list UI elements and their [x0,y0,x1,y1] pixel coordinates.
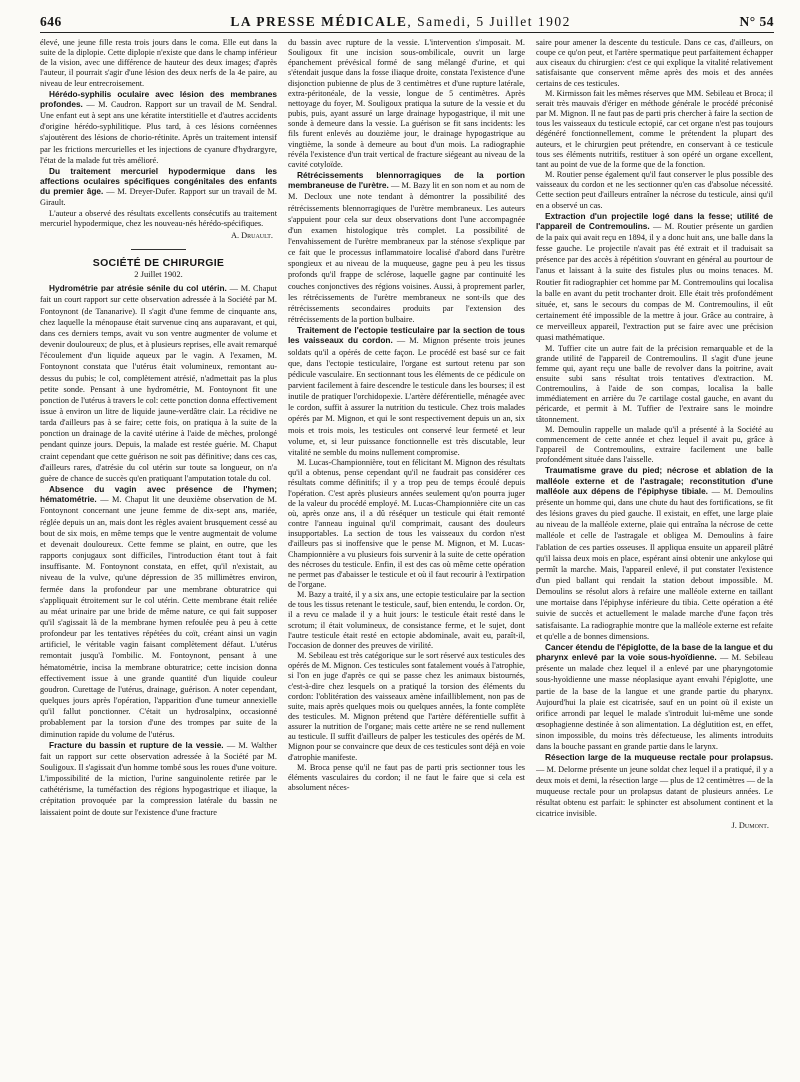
paragraph: — M. Mignon présente trois jeunes soldats qu'il a opérés de cette façon. Le procédé est basé sur ce fait que, dans l'ectopie testiculaire, l'organe est surtout retenu par son pédicule vasculaire. En sectionnant tous les éléments de ce pédicule on parvient facilement à faire descendre le testicule dans les bourses; il est inutile de pratiquer l'orchidopexie. L'artère déférentielle, ménagée avec le cordon, suffit à assurer la nutrition du testicule. Chez trois malades opérés par M. Mignon, et qui le sont respectivement depuis un an, six mois et trois mois, les testicules ont conservé leur fermeté et leur volume, et, si leur puissance fonctionnelle est très discutable, leur vitalité ne semble du moins nullement compromise. [288,336,525,457]
heading-text: Rétrécissements blennorragiques de la portion membraneuse de l'urètre. [288,170,525,191]
paragraph: L'auteur a observé des résultats excellents consécutifs au traitement mercuriel hypodermique, chez les nouveau-nés hérédo-spécifiques. [40,208,277,228]
article-heading [40,484,277,740]
issue-date: , Samedi, 5 Juillet 1902 [407,14,571,29]
paragraph: — M. Caudron. Rapport sur un travail de M. Sendral. Une enfant eut à sept ans une kératite interstitielle et d'autres accidents d'origine hérédo-syphilitique. Plus tard, à ces lésions cornéennes s'ajoutèrent des lésions de chorio-rétinite. Après un traitement intensif par les frictions mercurielles et les injections de cyanure d'hydrargyre, l'état de la malade fut très amélioré. [40,99,277,165]
issue-number: N° 54 [739,14,774,29]
paragraph: M. Demoulin rappelle un malade qu'il a présenté à la Société au commencement de cette année et chez lequel il avait pu, grâce à l'appareil de Contremoulins, extraire facilement une balle profondément située dans l'aisselle. [536,424,773,465]
signature: J. Dumont. [731,821,769,831]
header-rule [40,32,774,33]
paragraph: M. Lucas-Championnière, tout en félicitant M. Mignon des résultats qu'il a obtenus, pense cependant qu'il ne faudrait pas considérer ces résultats comme définitifs; il y a trop peu de temps écoulé depuis l'opération. C'est après plusieurs années seulement qu'on pourra juger de la valeur du procédé employé. M. Lucas-Championnière cite un cas où, après onze ans, il a dû réséquer un testicule qui était remonté contre l'anneau inguinal qu'il comprimait, causant des douleurs insupportables. La section de tous les vaisseaux du cordon n'est d'ailleurs pas si inoffensive que le pense M. Mignon, et M. Lucas-Championnière a vu plusieurs fois survenir à la suite de cette opération des nécroses du testicule. Enfin, il est des cas où même cette opération ne permet pas d'abaisser le testicule et où il faut recourir à l'extirpation de l'organe. [288,458,525,589]
paragraph: — M. Chaput lit une deuxième observation de M. Fontoynont concernant une jeune femme de dix-sept ans, mariée, réglée depuis un an, mais dont les règles avaient brusquement cessé au bout de six mois, en même temps que le ventre augmentait de volume et devenait douloureux. Cette femme se plaint, en outre, que les rapports conjugaux sont difficiles, l'introduction étant tout à fait insuffisante. M. Fontoynont constata, en effet, qu'il n'existait, au niveau de la vulve, qu'une dépression de 35 millimètres environ, fermée dans la profondeur par une membrane obturatrice qui s'appliquait étroitement sur le col utérin. Cette membrane était reliée au méat urinaire par une bride de même nature, ce qui fait supposer qu'il s'agissait là de la membrane hymen refoulée peu à peu à cette profondeur par les tentatives répétées du coït, créant ainsi un vagin artificiel, le véritable vagin faisant complètement défaut. L'utérus remontait jusqu'à l'ombilic. M. Fontoynont, pensant à une hématométrie, incisa la membrane obturatrice; cette incision donna effectivement issue à une grande quantité d'un liquide couleur goudron. Curettage de l'utérus, drainage, guérison. A noter cependant, quelques jours après l'opération, l'apparition d'une tumeur annexielle qu'il fallut ponctionner. C'était un hydrosalpinx, occasionné probablement par la torsion d'une des trompes par suite de la diminution rapide du volume de l'utérus. [40,495,277,739]
page-header [40,14,774,30]
section-date: 2 Juillet 1902. [134,269,183,280]
journal-title [230,14,571,30]
paragraph: élevé, une jeune fille resta trois jours dans le coma. Elle eut dans la suite de la diplopie. Cette diplopie n'existe que dans le champ inférieur de la vision, avec une différence de hauteur des deux images; d'après l'auteur, il pourrait s'agir d'une lésion des deux nerfs de la 4e paire, au niveau de leur entrecroisement. [40,38,277,88]
page-number: 646 [40,14,62,29]
column-2 [288,38,525,1068]
paragraph: du bassin avec rupture de la vessie. L'intervention s'imposait. M. Souligoux fit une incision sous-ombilicale, ouvrit un large épanchement prévésical formé de sang mélangé d'urine, et qui s'étendait jusque dans la fosse iliaque droite, constata l'existence d'une disjonction pubienne de plus de 3 centimètres et d'une rupture latérale, extra-péritonéale, de la vessie, longue de 5 centimètres. Après nettoyage du foyer, M. Souligoux pratiqua la suture de la vessie et du pubis, puis, ayant assuré un large drainage hypogastrique, il mit une sonde à demeure dans la vessie. La guérison se fit sans incidents: les fils furent enlevés au douzième jour, le drainage hypogastrique au vingtième, la sonde à demeure au bout d'un mois. La radiographie révéla l'existence d'un trait vertical de fracture siégeant au niveau de la cavité cotyloïde. [288,38,525,169]
paragraph: M. Kirmisson fait les mêmes réserves que MM. Sebileau et Broca; il serait très mauvais d'ériger en méthode générale le procédé préconisé par M. Mignon. Il ne faut pas de parti pris chercher à faire la section de tous les vaisseaux du testicule ectopié, car cet organe n'est pas toujours dégénéré fonctionnellement, comme le prétendent la plupart des auteurs, et le chirurgien peut prétendre, en conservant à ce testicule tous ses éléments nutritifs, restituer à son opéré un organe excellent, tant au point de vue de la forme que de la fonction. [536,88,773,169]
column-1 [40,38,277,1068]
article-heading [40,166,277,209]
paragraph: M. Bazy a traité, il y a six ans, une ectopie testiculaire par la section de tous les tissus retenant le testicule, sauf, bien entendu, le cordon. Or, il a revu ce malade il y a huit jours: le testicule était resté dans le scrotum; il était volumineux, de consistance ferme, et le sujet, dont l'autre testicule était resté en ectopie abdominale, avait eu, paraît-il, l'occasion de donner des preuves de virilité. [288,590,525,650]
heading-text: Traitement de l'ectopie testiculaire par la section de tous les vaisseaux du cordon. [288,325,525,346]
signature: A. Druault. [231,230,273,240]
paragraph: M. Broca pense qu'il ne faut pas de parti pris sectionner tous les éléments vasculaires du cordon; il ne faut le faire que si cela est absolument néces- [288,762,525,793]
paragraph: — M. Dreyer-Dufer. Rapport sur un travail de M. Girault. [40,187,277,208]
heading-text: Fracture du bassin et rupture de la vessie. [49,739,224,750]
paragraph: M. Sebileau est très catégorique sur le sort réservé aux testicules des opérés de M. Mignon. Ces testicules sont fatalement voués à l'atrophie, si l'on en juge d'après ce qui se passe chez les animaux bistournés, c'est-à-dire chez lesquels on a pratiqué la torsion des éléments du cordon: l'oblitération des vaisseaux amène infailliblement, non pas de suite, mais après quelques mois ou quelques années, la fonte complète des testicules. M. Mignon prétend que l'artère déférentielle suffit à assurer la nutrition de l'organe; mais cette artère ne se rend nullement au testicule. Il suffit d'ailleurs de palper les testicules des opérés de M. Mignon pour se convaincre que deux de ces testicules sont déjà en voie d'atrophie manifeste. [288,651,525,762]
section-title: SOCIÉTÉ DE CHIRURGIE [92,256,225,269]
article-heading [288,325,525,458]
heading-text: Extraction d'un projectile logé dans la fesse; utilité de l'appareil de Contremoulins. [536,210,773,231]
heading-text: Hérédo-syphilis oculaire avec lésion des membranes profondes. [40,88,277,109]
heading-text: Traumatisme grave du pied; nécrose et ablation de la malléole externe et de l'astragale; reconstitution d'une malléole aux dépens de l'épiphyse tibiale. [536,465,773,496]
paragraph: — M. Bazy lit en son nom et au nom de M. Decloux une note tendant à démontrer la possibilité des rétrécissements blennorragiques de l'urètre membraneux. Les auteurs s'appuient pour cela sur deux observations dont l'une accompagnée d'un examen histologique très complet. La possibilité de l'envahissement de l'urètre membraneux par la sténose s'explique par ce fait que le processus inflammatoire localisé d'abord dans l'urètre spongieux et au niveau de la muqueuse, gagne peu à peu les tissus profonds qu'il frappe de sclérose, laquelle gagne par continuité les couches conjonctives des régions voisines. Aussi, à proprement parler, les rétrécissements de l'urètre membraneux ne sont-ils que des rétrécissements secondaires produits par l'extension des rétrécissements de la portion bulbaire. [288,181,525,325]
paragraph: — M. Delorme présente un jeune soldat chez lequel il a pratiqué, il y a deux mois et demi, la résection large — plus de 12 centimètres — de la muqueuse rectale pour un prolapsus datant de plusieurs années. Le résultat obtenu est parfait: le sphincter est absolument continent et la cicatrice invisible. [536,764,773,819]
article-heading [40,283,277,484]
heading-text: Résection large de la muqueuse rectale pour prolapsus. [545,752,773,763]
text-columns [40,38,774,1068]
section-divider [131,249,186,250]
paragraph: — M. Walther fait un rapport sur cette observation adressée à la Société par M. Souligoux. Il s'agissait d'un homme tombé sous les roues d'une voiture. L'impossibilité de la miction, l'urine sanguinolente retirée par le cathétérisme, la tuméfaction des régions hypogastrique et iliaque, la crépitation provoquée par la compression latérale du bassin ne laissaient point de doute sur l'existence d'une fracture [40,740,277,817]
article-heading [536,211,773,344]
article-heading [288,170,525,325]
journal-name: LA PRESSE MÉDICALE [230,14,408,29]
article-heading [40,89,277,166]
column-3 [536,38,773,1068]
paragraph: M. Routier pense également qu'il faut conserver le plus possible des vaisseaux du cordon et ne les sectionner qu'en cas d'absolue nécessité. Cette section peut d'ailleurs entraîner la nécrose du testicule, ainsi qu'il en a observé un cas. [536,170,773,210]
heading-text: Hydrométrie par atrésie sénile du col utérin. [49,283,227,294]
heading-text: Du traitement mercuriel hypodermique dans les affections oculaires spécifiques congénitales des enfants du premier âge. [40,165,277,197]
paragraph: — M. Chaput fait un court rapport sur cette observation adressée à la Société par M. Fontoynont (de Tananarive). Il s'agit d'une femme de cinquante ans, chez laquelle la ménopause était survenue cinq ans auparavant, et qui, dans ces derniers temps, avait vu son ventre augmenter de volume et devenir douloureux; de plus, et à plusieurs reprises, elle avait remarqué l'écoulement d'un liquide aqueux par le vagin. A l'examen, M. Fontoynont constata que l'utérus était volumineux, remontant au-dessus du pubis; le col, complètement atrésié, n'admettait pas la plus petite sonde. Pensant à une hydrométrie, M. Fontoynont fit une ponction de l'utérus à travers le col: cette ponction donna effectivement issue à environ un litre de liquide jaune-verdâtre clair. La récidive ne tarda d'ailleurs pas à se faire; cette fois, on pratiqua à la suite de la ponction un drainage de la cavité utérine à l'aide de mèches, prolongé pendant quinze jours. Depuis, la malade est restée guérie. M. Chaput craint cependant que cette guérison ne soit pas définitive; dans ces cas, d'ailleurs rares, d'atrésie du col utérin sur toute sa longueur, on n'a guère de chance de succès qu'en pratiquant l'amputation totale du col. [40,284,277,483]
heading-text: Absence du vagin avec présence de l'hymen; hématométrie. [40,484,277,505]
article-heading [536,642,773,753]
article-heading [536,752,773,819]
paragraph: saire pour amener la descente du testicule. Dans ce cas, d'ailleurs, on coupe ce qu'on peut, et l'artère spermatique peut parfaitement échapper aux ciseaux du chirurgien: c'est ce qui explique la vitalité relativement satisfaisante que conservent même après des mois et des années certains de ces testicules. [536,38,773,88]
paragraph: — M. Demoulins présente un homme qui, dans une chute du haut des fortifications, se fit des lésions graves du pied gauche. Il existait, en effet, une large plaie au niveau de la malléole externe, plaie qui entraîna la nécrose de cette malléole et celle de l'astragale et obligea M. Demoulins à faire l'ablation de ces parties osseuses. Il appliqua ensuite un appareil plâtré qu'il laissa deux mois en place, espérant ainsi obtenir une ankylose qui permît la marche. Mais, l'appareil enlevé, il put constater l'existence d'un pied ballant qui rendait la station debout impossible. M. Demoulins se résolut alors à refaire une malléole externe en taillant une mortaise dans l'épiphyse inférieure du tibia. Cette opération a été suivie de succès et actuellement le malade marche d'une façon très satisfaisante. La radiographie montre que la malléole externe est refaite et qu'elle a de bonnes dimensions. [536,486,773,641]
paragraph: M. Tuffier cite un autre fait de la précision remarquable et de la grande utilité de l'appareil de Contremoulins. Il s'agit d'une jeune femme qui, ayant reçu une balle de revolver dans la poitrine, avait ensuite subi sans résultat trois tentatives d'extraction. M. Contremoulins, à l'aide de son compas, localisa la balle immédiatement en arrière du 7e cartilage costal gauche, en avant du péricarde, et permit à M. Tuffier de l'extraire sans le moindre tâtonnement. [536,343,773,424]
article-heading [536,465,773,642]
heading-text: Cancer étendu de l'épiglotte, de la base de la langue et du pharynx enlevé par la voie sous-hyoïdienne. [536,641,773,663]
paragraph: — M. Sebileau présente un malade chez lequel il a enlevé par une pharyngotomie sous-hyoïdienne une masse néoplasique ayant envahi l'épiglotte, une partie de la base de la langue et une grande partie du pharynx. Aujourd'hui la plaie est cicatrisée, sauf en un point où il existe un orifice arrondi par lequel le malade s'introduit lui-même une sonde œsophagienne destinée à son alimentation. La déglutition est, en effet, sinon impossible, du moins très défectueuse, les aliments introduits dans la bouche passant en grande partie dans le larynx. [536,653,773,752]
paragraph: — M. Routier présente un gardien de la paix qui avait reçu en 1894, il y a donc huit ans, une balle dans la fesse gauche. Le projectile n'avait pas été extrait et il traduisait sa présence par des accès à répétition s'ouvrant en général au pourtour de l'anus et laissant à la suite des fistules plus ou moins tenaces. M. Routier fit radiographier cet homme par M. Contremoulins qui localisa la balle en avant du petit trochanter droit. Elle était très profondément située, et, sans le secours du compas de M. Contremoulins, il eût certainement été impossible de la mettre à jour. Grâce au contraire, à ce merveilleux appareil, l'extraction put se faire avec une précision quasi mathématique. [536,221,773,343]
article-heading [40,740,277,818]
